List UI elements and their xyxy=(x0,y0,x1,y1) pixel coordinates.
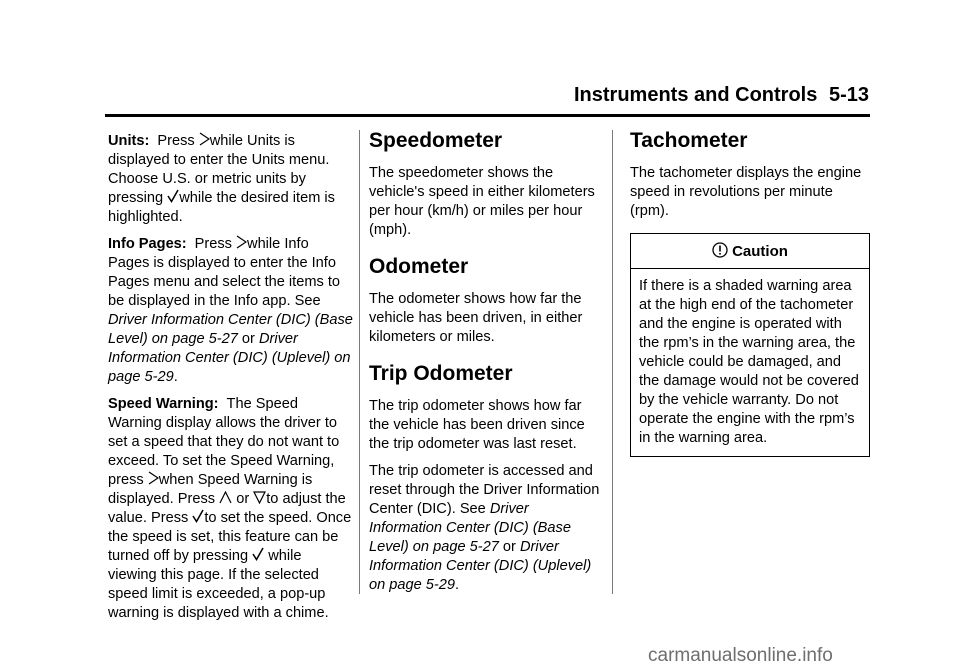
speed-text: while viewing this page. If the selected speed limit is exceeded, a pop-up warning is displayed with a chime. xyxy=(108,548,329,621)
right-arrow-icon xyxy=(199,133,210,149)
checkmark-icon xyxy=(192,510,204,526)
trip-text: . xyxy=(455,577,460,593)
speed-text: The Speed Warning display allows the driver to set a speed that they do not want to exceed. To set the Speed Warning, press xyxy=(108,396,340,488)
speed-text: when Speed Warning is displayed. Press xyxy=(108,472,313,507)
tachometer-heading: Tachometer xyxy=(630,129,748,152)
up-arrow-icon xyxy=(219,491,232,507)
units-label: Units: xyxy=(108,133,150,149)
cross-reference[interactable]: Driver Information Center (DIC) (Base Level) on page 5-27 xyxy=(369,501,571,555)
odometer-heading: Odometer xyxy=(369,255,469,278)
cross-reference[interactable]: Driver Information Center (DIC) (Uplevel) on page 5-29 xyxy=(369,539,592,593)
caution-icon xyxy=(712,243,732,260)
info-text: . xyxy=(173,369,178,385)
column-2 xyxy=(369,128,605,603)
speed-text: to set the speed. Once the speed is set, this feature can be turned off by pressing xyxy=(108,510,352,564)
section-title: Instruments and Controls xyxy=(574,84,818,106)
checkmark-icon xyxy=(167,190,179,206)
speed-warning-paragraph xyxy=(108,395,354,623)
trip-odometer-text-2 xyxy=(369,462,605,595)
units-text: Press xyxy=(157,133,195,149)
speedometer-heading: Speedometer xyxy=(369,129,503,152)
speed-warning-label: Speed Warning: xyxy=(108,396,219,412)
trip-text: or xyxy=(502,539,516,555)
column-divider-1 xyxy=(359,130,360,594)
right-arrow-icon xyxy=(236,236,247,252)
column-3 xyxy=(630,128,870,457)
speed-text: to adjust the value. Press xyxy=(108,491,346,526)
cross-reference[interactable]: Driver Information Center (DIC) (Base Level) on page 5-27 xyxy=(108,312,353,347)
checkmark-icon xyxy=(252,548,264,564)
trip-odometer-text: The trip odometer shows how far the vehicle has been driven since the trip odometer was last reset. xyxy=(369,398,585,452)
caution-title: Caution xyxy=(732,243,788,260)
units-text: while the desired item is highlighted. xyxy=(108,190,335,225)
info-pages-label: Info Pages: xyxy=(108,236,187,252)
info-text: Press xyxy=(194,236,232,252)
info-pages-paragraph xyxy=(108,235,354,387)
column-1 xyxy=(108,132,354,631)
column-divider-2 xyxy=(612,130,613,594)
down-arrow-icon xyxy=(253,491,266,507)
tachometer-text: The tachometer displays the engine speed in revolutions per minute (rpm). xyxy=(630,165,862,219)
cross-reference[interactable]: Driver Information Center (DIC) (Uplevel) on page 5-29 xyxy=(108,331,351,385)
caution-header xyxy=(631,234,869,269)
speed-text: or xyxy=(236,491,250,507)
right-arrow-icon xyxy=(148,472,159,488)
info-text: or xyxy=(241,331,255,347)
caution-body: If there is a shaded warning area at the high end of the tachometer and the engine is operated with the rpm’s in the warning area, the vehicle could be damaged, and the damage would not be covered by the vehicle warranty. Do not operate the engine with the rpm’s in the warning area. xyxy=(639,278,859,446)
trip-odometer-heading: Trip Odometer xyxy=(369,362,513,385)
units-text: while Units is displayed to enter the Units menu. Choose U.S. or metric units by pressing xyxy=(108,133,330,206)
header-rule xyxy=(105,114,870,117)
info-text: while Info Pages is displayed to enter the Info Pages menu and select the items to be displayed in the Info app. See xyxy=(108,236,341,309)
units-paragraph xyxy=(108,132,354,227)
odometer-text: The odometer shows how far the vehicle has been driven, in either kilometers or miles. xyxy=(369,291,583,345)
caution-box xyxy=(630,233,870,457)
speedometer-text: The speedometer shows the vehicle's speed in either kilometers per hour (km/h) or miles per hour (mph). xyxy=(369,165,595,238)
watermark: carmanualsonline.info xyxy=(648,645,833,666)
trip-text: The trip odometer is accessed and reset through the Driver Information Center (DIC). See xyxy=(369,463,600,517)
page-number: 5-13 xyxy=(829,84,870,106)
